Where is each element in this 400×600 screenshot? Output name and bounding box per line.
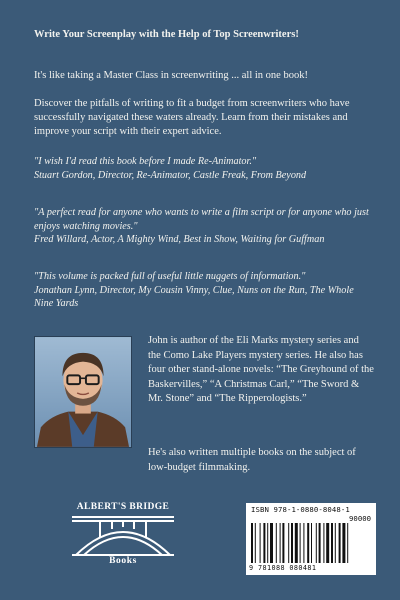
barcode-icon (251, 523, 371, 563)
publisher-name: ALBERT'S BRIDGE (76, 502, 170, 512)
publisher-logo (64, 502, 182, 574)
quote-1-text: "I wish I'd read this book before I made Re-Animator." (34, 156, 257, 167)
quote-2-attribution: Fred Willard, Actor, A Mighty Wind, Best in Show, Waiting for Guffman (34, 234, 325, 245)
quote-3-attribution: Jonathan Lynn, Director, My Cousin Vinny, Clue, Nuns on the Run, The Whole Nine Yards (34, 284, 354, 309)
quote-3-text: "This volume is packed full of useful little nuggets of information." (34, 271, 306, 282)
barcode-digits: 9 781088 080481 (249, 564, 317, 572)
quote-3 (34, 270, 374, 311)
quote-1 (34, 155, 374, 182)
bridge-icon (70, 515, 176, 557)
isbn-barcode (246, 503, 376, 575)
isbn-text: ISBN 978-1-0880-8048-1 (251, 505, 350, 514)
description-text: Discover the pitfalls of writing to fit a budget from screenwriters who have successfully navigated these waters already. Learn from their mistakes and improve your script with their expert advice. (34, 98, 350, 137)
price-code: 90000 (349, 514, 371, 523)
quote-1-attribution: Stuart Gordon, Director, Re-Animator, Castle Freak, From Beyond (34, 169, 307, 181)
author-bio: John is author of the Eli Marks mystery series and the Como Lake Players mystery series. He also has four other stand-alone novels: “The Greyhound of the Baskervilles,” “A Christmas Carl,” “The Sword & Mr. Stone” and “The Ripperologists.” (148, 335, 374, 404)
publisher-imprint: Books (109, 556, 137, 566)
author-bio-filmmaking: He's also written multiple books on the subject of low-budget filmmaking. (148, 447, 356, 473)
intro-text: It's like taking a Master Class in screenwriting ... all in one book! (34, 70, 308, 81)
quote-2 (34, 206, 374, 247)
headline: Write Your Screenplay with the Help of Top Screenwriters! (34, 29, 299, 40)
author-photo (34, 336, 132, 448)
quote-2-text: "A perfect read for anyone who wants to write a film script or for anyone who just enjoys watching movies." (34, 207, 369, 232)
